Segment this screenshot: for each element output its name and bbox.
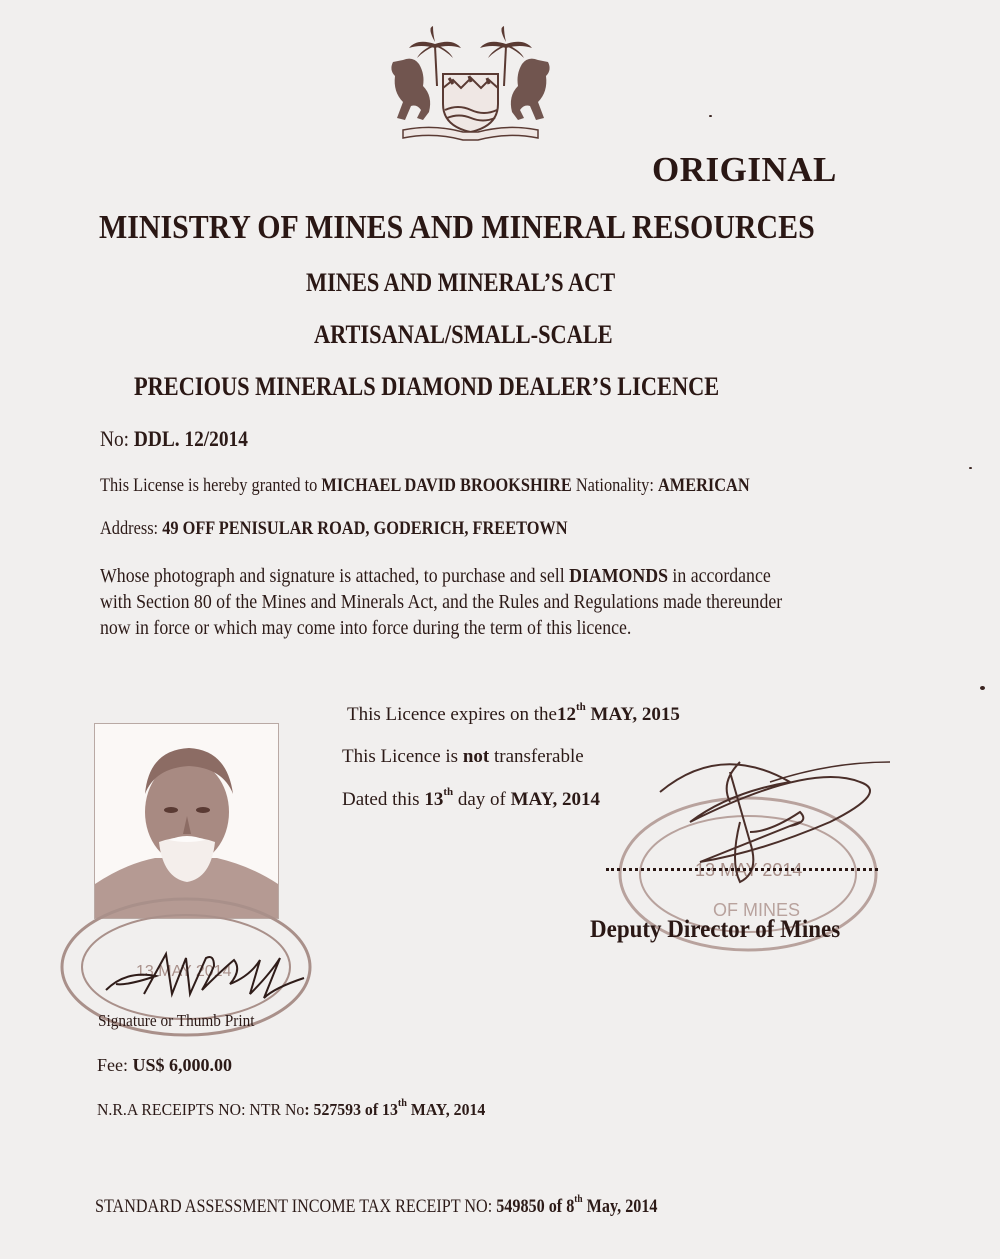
dated-prefix: Dated this xyxy=(342,789,420,810)
terms-line-1 xyxy=(100,563,782,589)
licence-number-label: No: xyxy=(100,426,130,451)
tax-number: 549850 xyxy=(496,1196,545,1217)
tax-date: May, 2014 xyxy=(586,1196,658,1217)
expiry-day-suffix: th xyxy=(575,701,586,713)
signature-caption: Signature or Thumb Print xyxy=(98,1011,255,1030)
terms-line-2: with Section 80 of the Mines and Minerals Act, and the Rules and Regulations made thereunder xyxy=(100,591,783,613)
grantee-line xyxy=(100,475,750,497)
nra-date: MAY, 2014 xyxy=(410,1100,486,1119)
category-heading: ARTISANAL/SMALL-SCALE xyxy=(314,320,613,349)
ministry-heading: MINISTRY OF MINES AND MINERAL RESOURCES xyxy=(99,209,815,246)
svg-text:13 MAY 2014: 13 MAY 2014 xyxy=(136,963,232,980)
transfer-suffix: transferable xyxy=(493,746,584,767)
paper-speck xyxy=(980,686,985,690)
nra-label: N.R.A RECEIPTS NO: NTR No xyxy=(97,1100,305,1119)
fee-value: US$ 6,000.00 xyxy=(132,1055,233,1075)
nationality-value: AMERICAN xyxy=(657,475,750,496)
dated-day: 13 xyxy=(424,789,444,810)
director-signature xyxy=(650,752,890,902)
tax-day-suffix: th xyxy=(574,1193,583,1205)
dated-date: MAY, 2014 xyxy=(510,789,601,810)
address-label: Address: xyxy=(100,518,159,539)
coat-of-arms-icon xyxy=(383,26,558,146)
holder-photo xyxy=(94,723,279,919)
expiry-prefix: This Licence expires on the xyxy=(347,704,557,725)
fee-label: Fee: xyxy=(97,1055,128,1075)
svg-text:OF MINES: OF MINES xyxy=(713,900,801,920)
terms-commodity: DIAMONDS xyxy=(569,565,668,587)
terms-line-3: now in force or which may come into force during the term of this licence. xyxy=(100,617,632,639)
terms-text: in accordance xyxy=(672,565,771,587)
licence-number xyxy=(100,426,248,452)
signature-line xyxy=(606,868,878,871)
address-line xyxy=(100,518,568,540)
portrait-icon xyxy=(95,724,278,918)
licence-type-heading: PRECIOUS MINERALS DIAMOND DEALER’S LICENCE xyxy=(134,372,720,401)
terms-text: Whose photograph and signature is attached, to purchase and sell xyxy=(100,565,565,587)
nra-number: 527593 xyxy=(313,1100,361,1119)
expiry-date: MAY, 2015 xyxy=(590,704,680,725)
dated-line xyxy=(342,786,601,811)
svg-text:13 MAY 2014: 13 MAY 2014 xyxy=(695,860,803,880)
nra-day-suffix: th xyxy=(397,1097,407,1109)
licence-number-value: DDL. 12/2014 xyxy=(133,426,248,451)
fee-line xyxy=(97,1055,232,1076)
tax-receipt-line xyxy=(95,1193,658,1218)
act-heading: MINES AND MINERAL’S ACT xyxy=(306,268,616,297)
granted-prefix: This License is hereby granted to xyxy=(100,475,318,496)
transfer-line xyxy=(342,746,584,768)
nra-receipt-line: N.R.A RECEIPTS NO: NTR No: 527593 of 13th MAY, 2014 xyxy=(97,1097,486,1119)
original-label: ORIGINAL xyxy=(652,150,837,189)
licence-terms-paragraph xyxy=(100,563,782,641)
address-value: 49 OFF PENISULAR ROAD, GODERICH, FREETOWN xyxy=(162,518,568,539)
transfer-prefix: This Licence is xyxy=(342,746,459,767)
tax-of: of xyxy=(548,1196,563,1217)
transfer-not: not xyxy=(462,746,490,767)
dated-middle: day of xyxy=(457,789,506,810)
nra-day: 13 xyxy=(382,1100,398,1119)
paper-speck xyxy=(969,467,972,469)
holder-signature xyxy=(96,950,306,1010)
tax-day: 8 xyxy=(566,1196,575,1217)
paper-speck xyxy=(709,115,712,117)
expiry-line xyxy=(347,701,680,726)
tax-label: STANDARD ASSESSMENT INCOME TAX RECEIPT NO: xyxy=(95,1196,493,1217)
signatory-title: Deputy Director of Mines xyxy=(590,916,841,943)
nationality-label: Nationality: xyxy=(575,475,654,496)
holder-name: MICHAEL DAVID BROOKSHIRE xyxy=(321,475,572,496)
nra-of: of xyxy=(364,1100,379,1119)
expiry-day: 12 xyxy=(556,704,576,725)
dated-day-suffix: th xyxy=(443,786,454,798)
